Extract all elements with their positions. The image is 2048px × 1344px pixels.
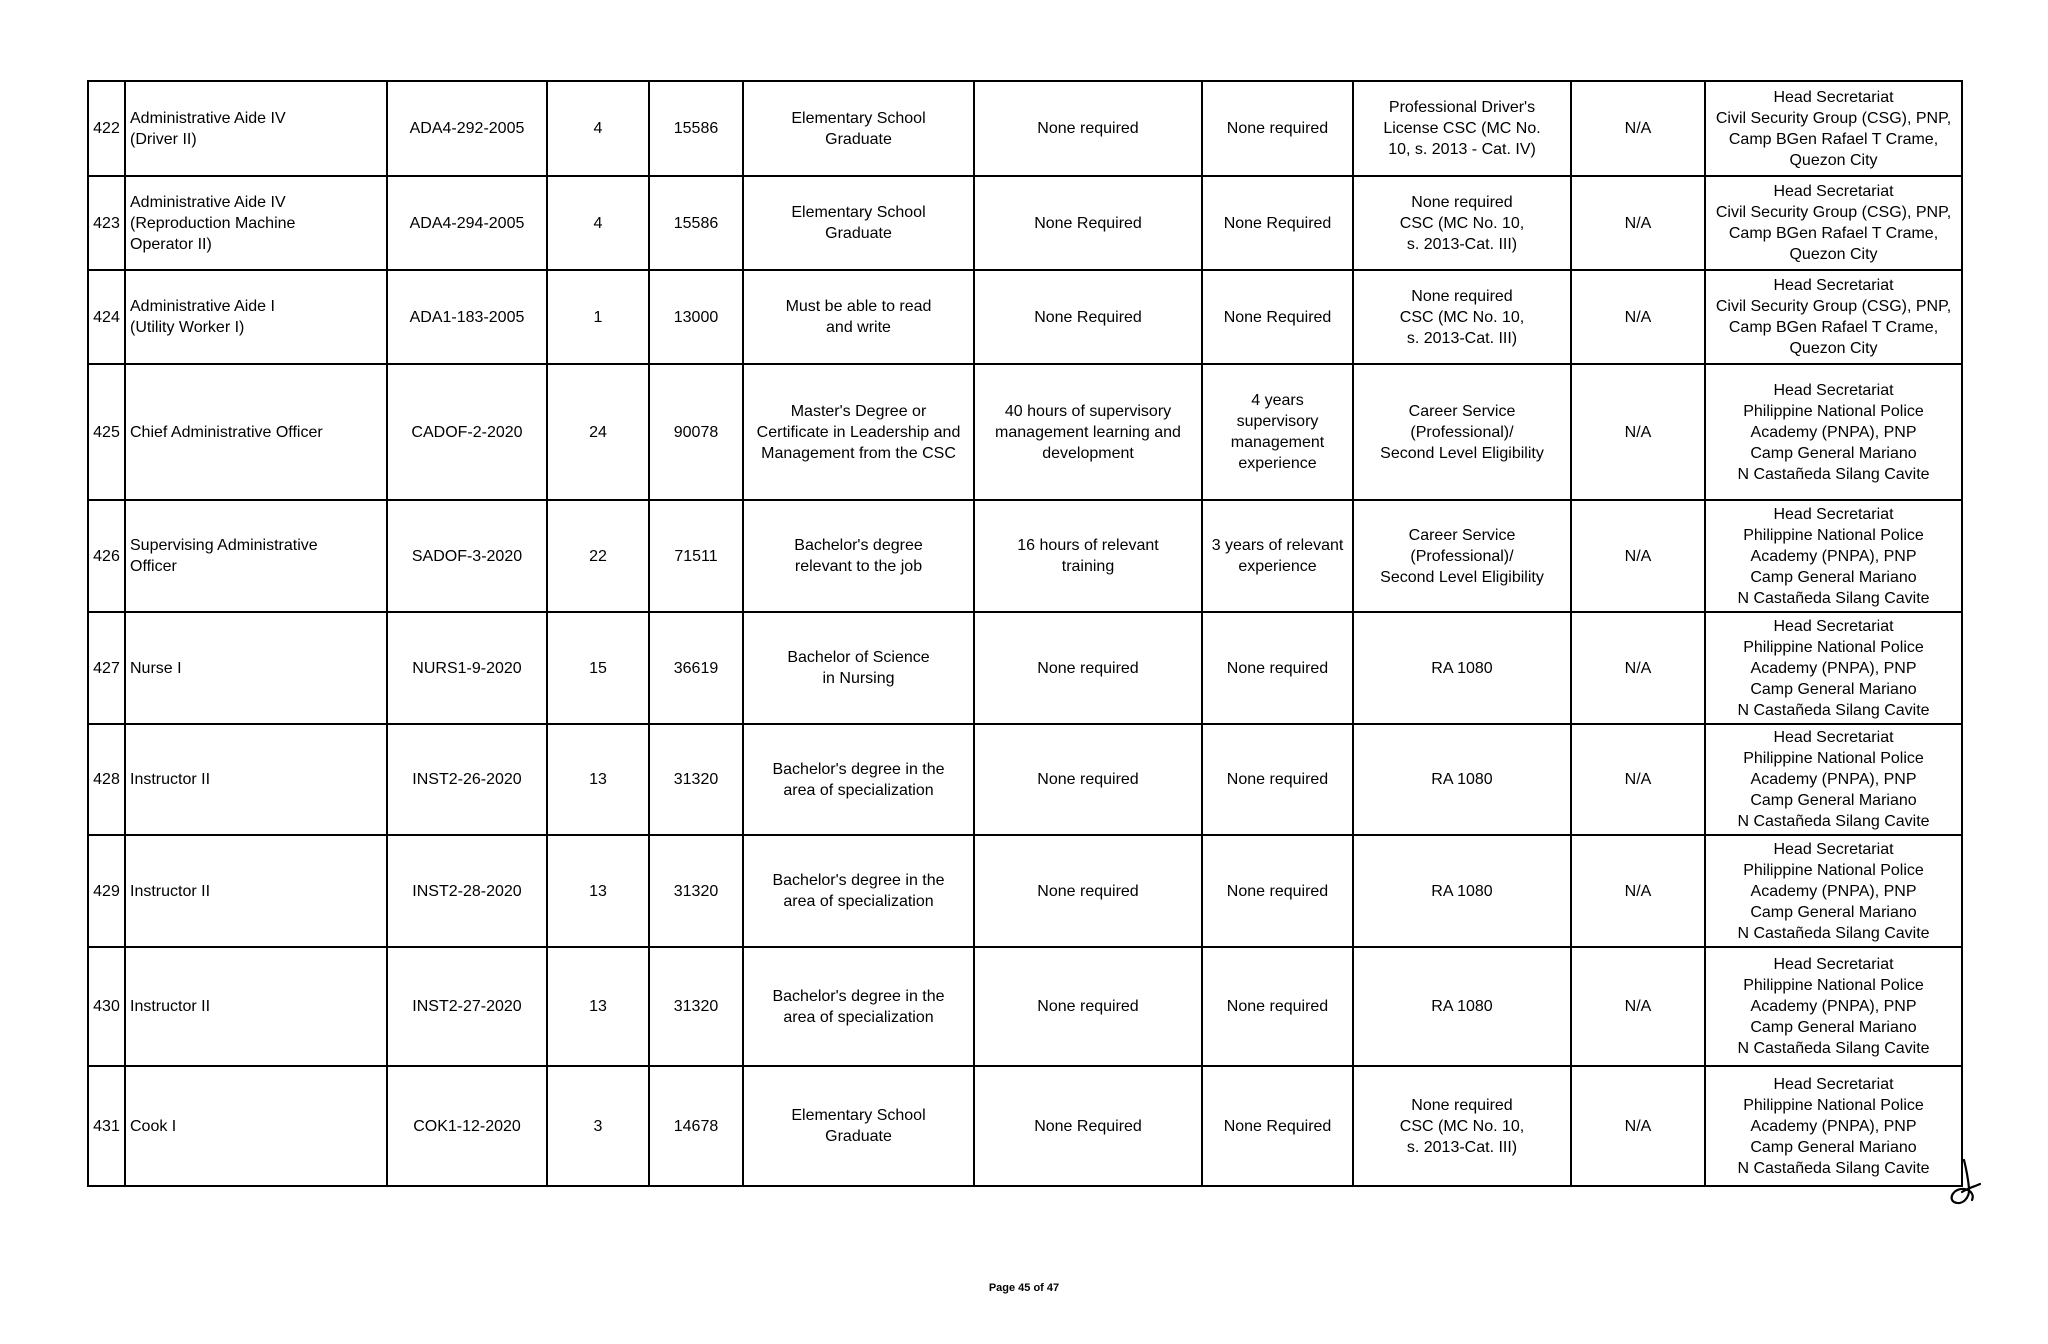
plantilla-item-number-cell: SADOF-3-2020 — [387, 500, 547, 612]
monthly-salary-cell: 15586 — [649, 176, 743, 270]
training-requirement-line: None required — [1037, 120, 1139, 137]
monthly-salary-cell: 31320 — [649, 947, 743, 1066]
training-requirement-line: None required — [1037, 998, 1139, 1015]
experience-requirement-line: None Required — [1223, 308, 1332, 326]
position-title-line: Supervising Administrative — [130, 537, 318, 554]
plantilla-item-number-cell: NURS1-9-2020 — [387, 612, 547, 724]
salary-grade-cell: 4 — [547, 81, 649, 176]
salary-grade-cell: 1 — [547, 270, 649, 364]
eligibility-requirement-cell — [1353, 500, 1571, 612]
competency-requirement-cell: N/A — [1571, 270, 1705, 364]
position-title-cell — [125, 612, 387, 724]
eligibility-requirement-cell — [1353, 176, 1571, 270]
experience-requirement-line: None Required — [1223, 214, 1332, 232]
table-row — [88, 500, 1962, 612]
experience-requirement-cell — [1202, 364, 1353, 500]
position-title-cell — [125, 947, 387, 1066]
education-requirement-line: relevant to the job — [794, 558, 923, 575]
table-row — [88, 612, 1962, 724]
place-of-assignment-line: Camp General Mariano — [1750, 792, 1917, 809]
experience-requirement-line: None required — [1226, 998, 1329, 1015]
monthly-salary-cell: 31320 — [649, 835, 743, 947]
competency-requirement-cell: N/A — [1571, 1066, 1705, 1186]
position-title-cell — [125, 81, 387, 176]
competency-requirement-cell: N/A — [1571, 724, 1705, 835]
eligibility-requirement-cell — [1353, 835, 1571, 947]
place-of-assignment-line: Civil Security Group (CSG), PNP, — [1715, 109, 1952, 127]
place-of-assignment-line: N Castañeda Silang Cavite — [1737, 813, 1930, 830]
table-body — [88, 81, 1962, 1186]
education-requirement-cell — [743, 364, 974, 500]
position-title-line: Chief Administrative Officer — [130, 423, 323, 441]
eligibility-requirement-line: Second Level Eligibility — [1380, 444, 1544, 462]
eligibility-requirement-line: None required — [1411, 1096, 1513, 1114]
education-requirement-line: Bachelor's degree in the — [772, 987, 945, 1005]
education-requirement-line: Bachelor of Science — [787, 649, 930, 666]
education-requirement-line: Graduate — [825, 225, 892, 242]
place-of-assignment-cell — [1705, 364, 1962, 500]
place-of-assignment-line: Head Secretariat — [1773, 88, 1894, 106]
eligibility-requirement-cell — [1353, 1066, 1571, 1186]
position-title-line: Administrative Aide IV — [130, 109, 286, 127]
education-requirement-line: area of specialization — [783, 781, 934, 799]
row-number-cell: 428 — [88, 724, 125, 835]
eligibility-requirement-cell — [1353, 612, 1571, 724]
row-number-cell: 426 — [88, 500, 125, 612]
row-number-cell: 427 — [88, 612, 125, 724]
place-of-assignment-line: Quezon City — [1789, 246, 1878, 263]
position-title-line: (Utility Worker I) — [130, 319, 245, 336]
plantilla-item-number-cell: ADA4-292-2005 — [387, 81, 547, 176]
position-title-cell — [125, 500, 387, 612]
training-requirement-cell — [974, 176, 1202, 270]
eligibility-requirement-line: s. 2013-Cat. III) — [1406, 329, 1518, 347]
eligibility-requirement-line: RA 1080 — [1431, 771, 1493, 788]
plantilla-item-number-cell: ADA1-183-2005 — [387, 270, 547, 364]
salary-grade-cell: 13 — [547, 835, 649, 947]
vacancy-table — [87, 80, 1963, 1187]
position-title-line: Officer — [130, 558, 177, 575]
position-title-cell — [125, 1066, 387, 1186]
training-requirement-cell — [974, 500, 1202, 612]
education-requirement-line: Elementary School — [791, 1107, 926, 1124]
monthly-salary-cell: 90078 — [649, 364, 743, 500]
eligibility-requirement-line: s. 2013-Cat. III) — [1406, 235, 1518, 253]
monthly-salary-cell: 14678 — [649, 1066, 743, 1186]
training-requirement-line: None required — [1037, 882, 1139, 900]
place-of-assignment-line: Academy (PNPA), PNP — [1750, 998, 1917, 1015]
position-title-line: Instructor II — [130, 998, 211, 1015]
place-of-assignment-line: Quezon City — [1789, 151, 1878, 169]
eligibility-requirement-line: CSC (MC No. 10, — [1399, 308, 1525, 326]
eligibility-requirement-line: CSC (MC No. 10, — [1399, 214, 1525, 232]
salary-grade-cell: 13 — [547, 947, 649, 1066]
position-title-cell — [125, 835, 387, 947]
place-of-assignment-cell — [1705, 176, 1962, 270]
training-requirement-line: development — [1042, 444, 1134, 462]
position-title-cell — [125, 364, 387, 500]
experience-requirement-cell — [1202, 500, 1353, 612]
place-of-assignment-line: Camp General Mariano — [1750, 1138, 1917, 1156]
experience-requirement-line: None required — [1226, 120, 1329, 137]
experience-requirement-line: experience — [1238, 558, 1317, 575]
experience-requirement-line: experience — [1238, 455, 1317, 472]
education-requirement-cell — [743, 947, 974, 1066]
training-requirement-line: management learning and — [995, 423, 1181, 441]
experience-requirement-line: 4 years supervisory — [1236, 392, 1319, 430]
monthly-salary-cell: 31320 — [649, 724, 743, 835]
plantilla-item-number-cell: ADA4-294-2005 — [387, 176, 547, 270]
place-of-assignment-line: N Castañeda Silang Cavite — [1737, 1159, 1930, 1177]
eligibility-requirement-line: RA 1080 — [1431, 998, 1493, 1015]
salary-grade-cell: 24 — [547, 364, 649, 500]
table-row — [88, 364, 1962, 500]
education-requirement-line: area of specialization — [783, 893, 934, 910]
education-requirement-cell — [743, 81, 974, 176]
training-requirement-line: None Required — [1034, 1117, 1142, 1135]
place-of-assignment-cell — [1705, 947, 1962, 1066]
training-requirement-cell — [974, 612, 1202, 724]
training-requirement-cell — [974, 270, 1202, 364]
experience-requirement-cell — [1202, 724, 1353, 835]
eligibility-requirement-line: None required — [1411, 287, 1513, 305]
competency-requirement-cell: N/A — [1571, 364, 1705, 500]
position-title-line: (Reproduction Machine — [130, 214, 296, 232]
place-of-assignment-line: Philippine National Police — [1743, 861, 1924, 879]
eligibility-requirement-line: Career Service — [1408, 402, 1516, 420]
education-requirement-line: Must be able to read — [785, 298, 932, 315]
plantilla-item-number-cell: COK1-12-2020 — [387, 1066, 547, 1186]
place-of-assignment-line: Camp BGen Rafael T Crame, — [1728, 130, 1939, 148]
table-row — [88, 81, 1962, 176]
place-of-assignment-line: Philippine National Police — [1743, 402, 1924, 420]
place-of-assignment-line: N Castañeda Silang Cavite — [1737, 1040, 1930, 1057]
eligibility-requirement-cell — [1353, 81, 1571, 176]
monthly-salary-cell: 36619 — [649, 612, 743, 724]
eligibility-requirement-line: License CSC (MC No. — [1383, 120, 1541, 137]
table-row — [88, 176, 1962, 270]
experience-requirement-cell — [1202, 270, 1353, 364]
eligibility-requirement-line: (Professional)/ — [1410, 547, 1514, 565]
table-row — [88, 1066, 1962, 1186]
training-requirement-cell — [974, 81, 1202, 176]
place-of-assignment-line: Head Secretariat — [1773, 183, 1894, 200]
eligibility-requirement-line: None required — [1411, 193, 1513, 211]
place-of-assignment-line: Head Secretariat — [1773, 617, 1894, 635]
experience-requirement-line: None required — [1226, 771, 1329, 788]
education-requirement-cell — [743, 1066, 974, 1186]
position-title-line: (Driver II) — [130, 130, 197, 148]
experience-requirement-cell — [1202, 176, 1353, 270]
position-title-line: Administrative Aide I — [130, 298, 275, 315]
position-title-cell — [125, 176, 387, 270]
position-title-line: Nurse I — [130, 659, 182, 677]
place-of-assignment-line: N Castañeda Silang Cavite — [1737, 589, 1930, 607]
place-of-assignment-line: Academy (PNPA), PNP — [1750, 547, 1917, 565]
place-of-assignment-cell — [1705, 81, 1962, 176]
plantilla-item-number-cell: INST2-28-2020 — [387, 835, 547, 947]
salary-grade-cell: 4 — [547, 176, 649, 270]
education-requirement-cell — [743, 270, 974, 364]
position-title-line: Administrative Aide IV — [130, 193, 286, 211]
experience-requirement-cell — [1202, 835, 1353, 947]
place-of-assignment-line: Camp General Mariano — [1750, 568, 1917, 586]
monthly-salary-cell: 15586 — [649, 81, 743, 176]
place-of-assignment-line: Camp General Mariano — [1750, 444, 1917, 462]
experience-requirement-line: management — [1230, 434, 1325, 451]
training-requirement-cell — [974, 364, 1202, 500]
place-of-assignment-line: Academy (PNPA), PNP — [1750, 423, 1917, 441]
place-of-assignment-line: Philippine National Police — [1743, 750, 1924, 767]
salary-grade-cell: 13 — [547, 724, 649, 835]
position-title-line: Operator II) — [130, 235, 212, 253]
education-requirement-line: Graduate — [825, 1128, 892, 1145]
training-requirement-line: None required — [1037, 771, 1139, 788]
training-requirement-line: 16 hours of relevant — [1017, 537, 1159, 554]
place-of-assignment-line: Head Secretariat — [1773, 840, 1894, 858]
training-requirement-cell — [974, 947, 1202, 1066]
competency-requirement-cell: N/A — [1571, 947, 1705, 1066]
plantilla-item-number-cell: CADOF-2-2020 — [387, 364, 547, 500]
place-of-assignment-line: N Castañeda Silang Cavite — [1737, 701, 1930, 719]
education-requirement-line: Bachelor's degree — [794, 537, 923, 554]
place-of-assignment-line: Academy (PNPA), PNP — [1750, 771, 1917, 788]
experience-requirement-cell — [1202, 947, 1353, 1066]
place-of-assignment-line: Camp General Mariano — [1750, 903, 1917, 921]
place-of-assignment-line: Head Secretariat — [1773, 1075, 1894, 1093]
education-requirement-cell — [743, 612, 974, 724]
salary-grade-cell: 15 — [547, 612, 649, 724]
place-of-assignment-cell — [1705, 500, 1962, 612]
education-requirement-line: Master's Degree or — [790, 402, 927, 420]
table-row — [88, 947, 1962, 1066]
place-of-assignment-line: Head Secretariat — [1773, 505, 1894, 523]
education-requirement-line: Certificate in Leadership and — [756, 423, 961, 441]
education-requirement-line: and write — [826, 319, 891, 336]
row-number-cell: 423 — [88, 176, 125, 270]
education-requirement-line: Bachelor's degree in the — [772, 872, 945, 889]
table-row — [88, 724, 1962, 835]
place-of-assignment-line: Camp General Mariano — [1750, 1019, 1917, 1036]
education-requirement-cell — [743, 724, 974, 835]
education-requirement-line: Elementary School — [791, 109, 926, 127]
education-requirement-cell — [743, 835, 974, 947]
place-of-assignment-line: Head Secretariat — [1773, 956, 1894, 973]
training-requirement-cell — [974, 724, 1202, 835]
plantilla-item-number-cell: INST2-26-2020 — [387, 724, 547, 835]
eligibility-requirement-cell — [1353, 947, 1571, 1066]
eligibility-requirement-line: CSC (MC No. 10, — [1399, 1117, 1525, 1135]
signature-mark — [1942, 1158, 1982, 1208]
place-of-assignment-line: Academy (PNPA), PNP — [1750, 882, 1917, 900]
place-of-assignment-line: Head Secretariat — [1773, 277, 1894, 294]
education-requirement-line: Elementary School — [791, 204, 926, 221]
competency-requirement-cell: N/A — [1571, 835, 1705, 947]
eligibility-requirement-line: Career Service — [1408, 526, 1516, 544]
education-requirement-line: Graduate — [825, 130, 892, 148]
eligibility-requirement-line: Professional Driver's — [1388, 99, 1536, 116]
experience-requirement-line: 3 years of relevant — [1211, 537, 1344, 554]
eligibility-requirement-cell — [1353, 724, 1571, 835]
education-requirement-cell — [743, 176, 974, 270]
eligibility-requirement-line: s. 2013-Cat. III) — [1406, 1138, 1518, 1156]
row-number-cell: 425 — [88, 364, 125, 500]
row-number-cell: 430 — [88, 947, 125, 1066]
eligibility-requirement-line: Second Level Eligibility — [1380, 568, 1544, 586]
experience-requirement-cell — [1202, 612, 1353, 724]
position-title-cell — [125, 724, 387, 835]
training-requirement-line: None required — [1037, 659, 1139, 677]
experience-requirement-line: None required — [1226, 659, 1329, 677]
place-of-assignment-line: Civil Security Group (CSG), PNP, — [1715, 204, 1952, 221]
experience-requirement-cell — [1202, 81, 1353, 176]
place-of-assignment-line: Academy (PNPA), PNP — [1750, 1117, 1917, 1135]
place-of-assignment-line: N Castañeda Silang Cavite — [1737, 465, 1930, 483]
position-title-line: Instructor II — [130, 771, 211, 788]
table-row — [88, 835, 1962, 947]
eligibility-requirement-line: 10, s. 2013 - Cat. IV) — [1388, 141, 1536, 158]
position-title-cell — [125, 270, 387, 364]
place-of-assignment-cell — [1705, 1066, 1962, 1186]
place-of-assignment-line: Camp BGen Rafael T Crame, — [1728, 225, 1939, 242]
place-of-assignment-line: Philippine National Police — [1743, 526, 1924, 544]
education-requirement-line: in Nursing — [822, 670, 895, 687]
salary-grade-cell: 3 — [547, 1066, 649, 1186]
competency-requirement-cell: N/A — [1571, 500, 1705, 612]
training-requirement-line: training — [1061, 558, 1115, 575]
experience-requirement-line: None Required — [1223, 1117, 1332, 1135]
education-requirement-line: area of specialization — [783, 1008, 934, 1026]
place-of-assignment-line: Philippine National Police — [1743, 977, 1924, 994]
row-number-cell: 422 — [88, 81, 125, 176]
experience-requirement-cell — [1202, 1066, 1353, 1186]
eligibility-requirement-line: RA 1080 — [1431, 882, 1493, 900]
place-of-assignment-cell — [1705, 270, 1962, 364]
table-row — [88, 270, 1962, 364]
eligibility-requirement-cell — [1353, 270, 1571, 364]
place-of-assignment-line: Camp General Mariano — [1750, 680, 1917, 698]
training-requirement-line: None Required — [1034, 308, 1142, 326]
monthly-salary-cell: 71511 — [649, 500, 743, 612]
place-of-assignment-line: Philippine National Police — [1743, 638, 1924, 656]
place-of-assignment-cell — [1705, 612, 1962, 724]
place-of-assignment-line: Head Secretariat — [1773, 729, 1894, 746]
position-title-line: Instructor II — [130, 882, 211, 900]
training-requirement-cell — [974, 835, 1202, 947]
training-requirement-line: 40 hours of supervisory — [1004, 402, 1172, 420]
place-of-assignment-line: Civil Security Group (CSG), PNP, — [1715, 298, 1952, 315]
row-number-cell: 431 — [88, 1066, 125, 1186]
position-title-line: Cook I — [130, 1117, 177, 1135]
place-of-assignment-line: Philippine National Police — [1743, 1096, 1924, 1114]
education-requirement-cell — [743, 500, 974, 612]
competency-requirement-cell: N/A — [1571, 81, 1705, 176]
competency-requirement-cell: N/A — [1571, 612, 1705, 724]
salary-grade-cell: 22 — [547, 500, 649, 612]
place-of-assignment-line: Quezon City — [1789, 340, 1878, 357]
place-of-assignment-line: Head Secretariat — [1773, 381, 1894, 399]
eligibility-requirement-line: (Professional)/ — [1410, 423, 1514, 441]
competency-requirement-cell: N/A — [1571, 176, 1705, 270]
eligibility-requirement-line: RA 1080 — [1431, 659, 1493, 677]
monthly-salary-cell: 13000 — [649, 270, 743, 364]
place-of-assignment-line: N Castañeda Silang Cavite — [1737, 924, 1930, 942]
experience-requirement-line: None required — [1226, 882, 1329, 900]
education-requirement-line: Bachelor's degree in the — [772, 760, 945, 778]
eligibility-requirement-cell — [1353, 364, 1571, 500]
row-number-cell: 424 — [88, 270, 125, 364]
place-of-assignment-cell — [1705, 724, 1962, 835]
place-of-assignment-cell — [1705, 835, 1962, 947]
plantilla-item-number-cell: INST2-27-2020 — [387, 947, 547, 1066]
page-number: Page 45 of 47 — [988, 1282, 1060, 1294]
training-requirement-cell — [974, 1066, 1202, 1186]
training-requirement-line: None Required — [1034, 214, 1142, 232]
row-number-cell: 429 — [88, 835, 125, 947]
place-of-assignment-line: Camp BGen Rafael T Crame, — [1728, 319, 1939, 336]
education-requirement-line: Management from the CSC — [761, 444, 956, 462]
place-of-assignment-line: Academy (PNPA), PNP — [1750, 659, 1917, 677]
